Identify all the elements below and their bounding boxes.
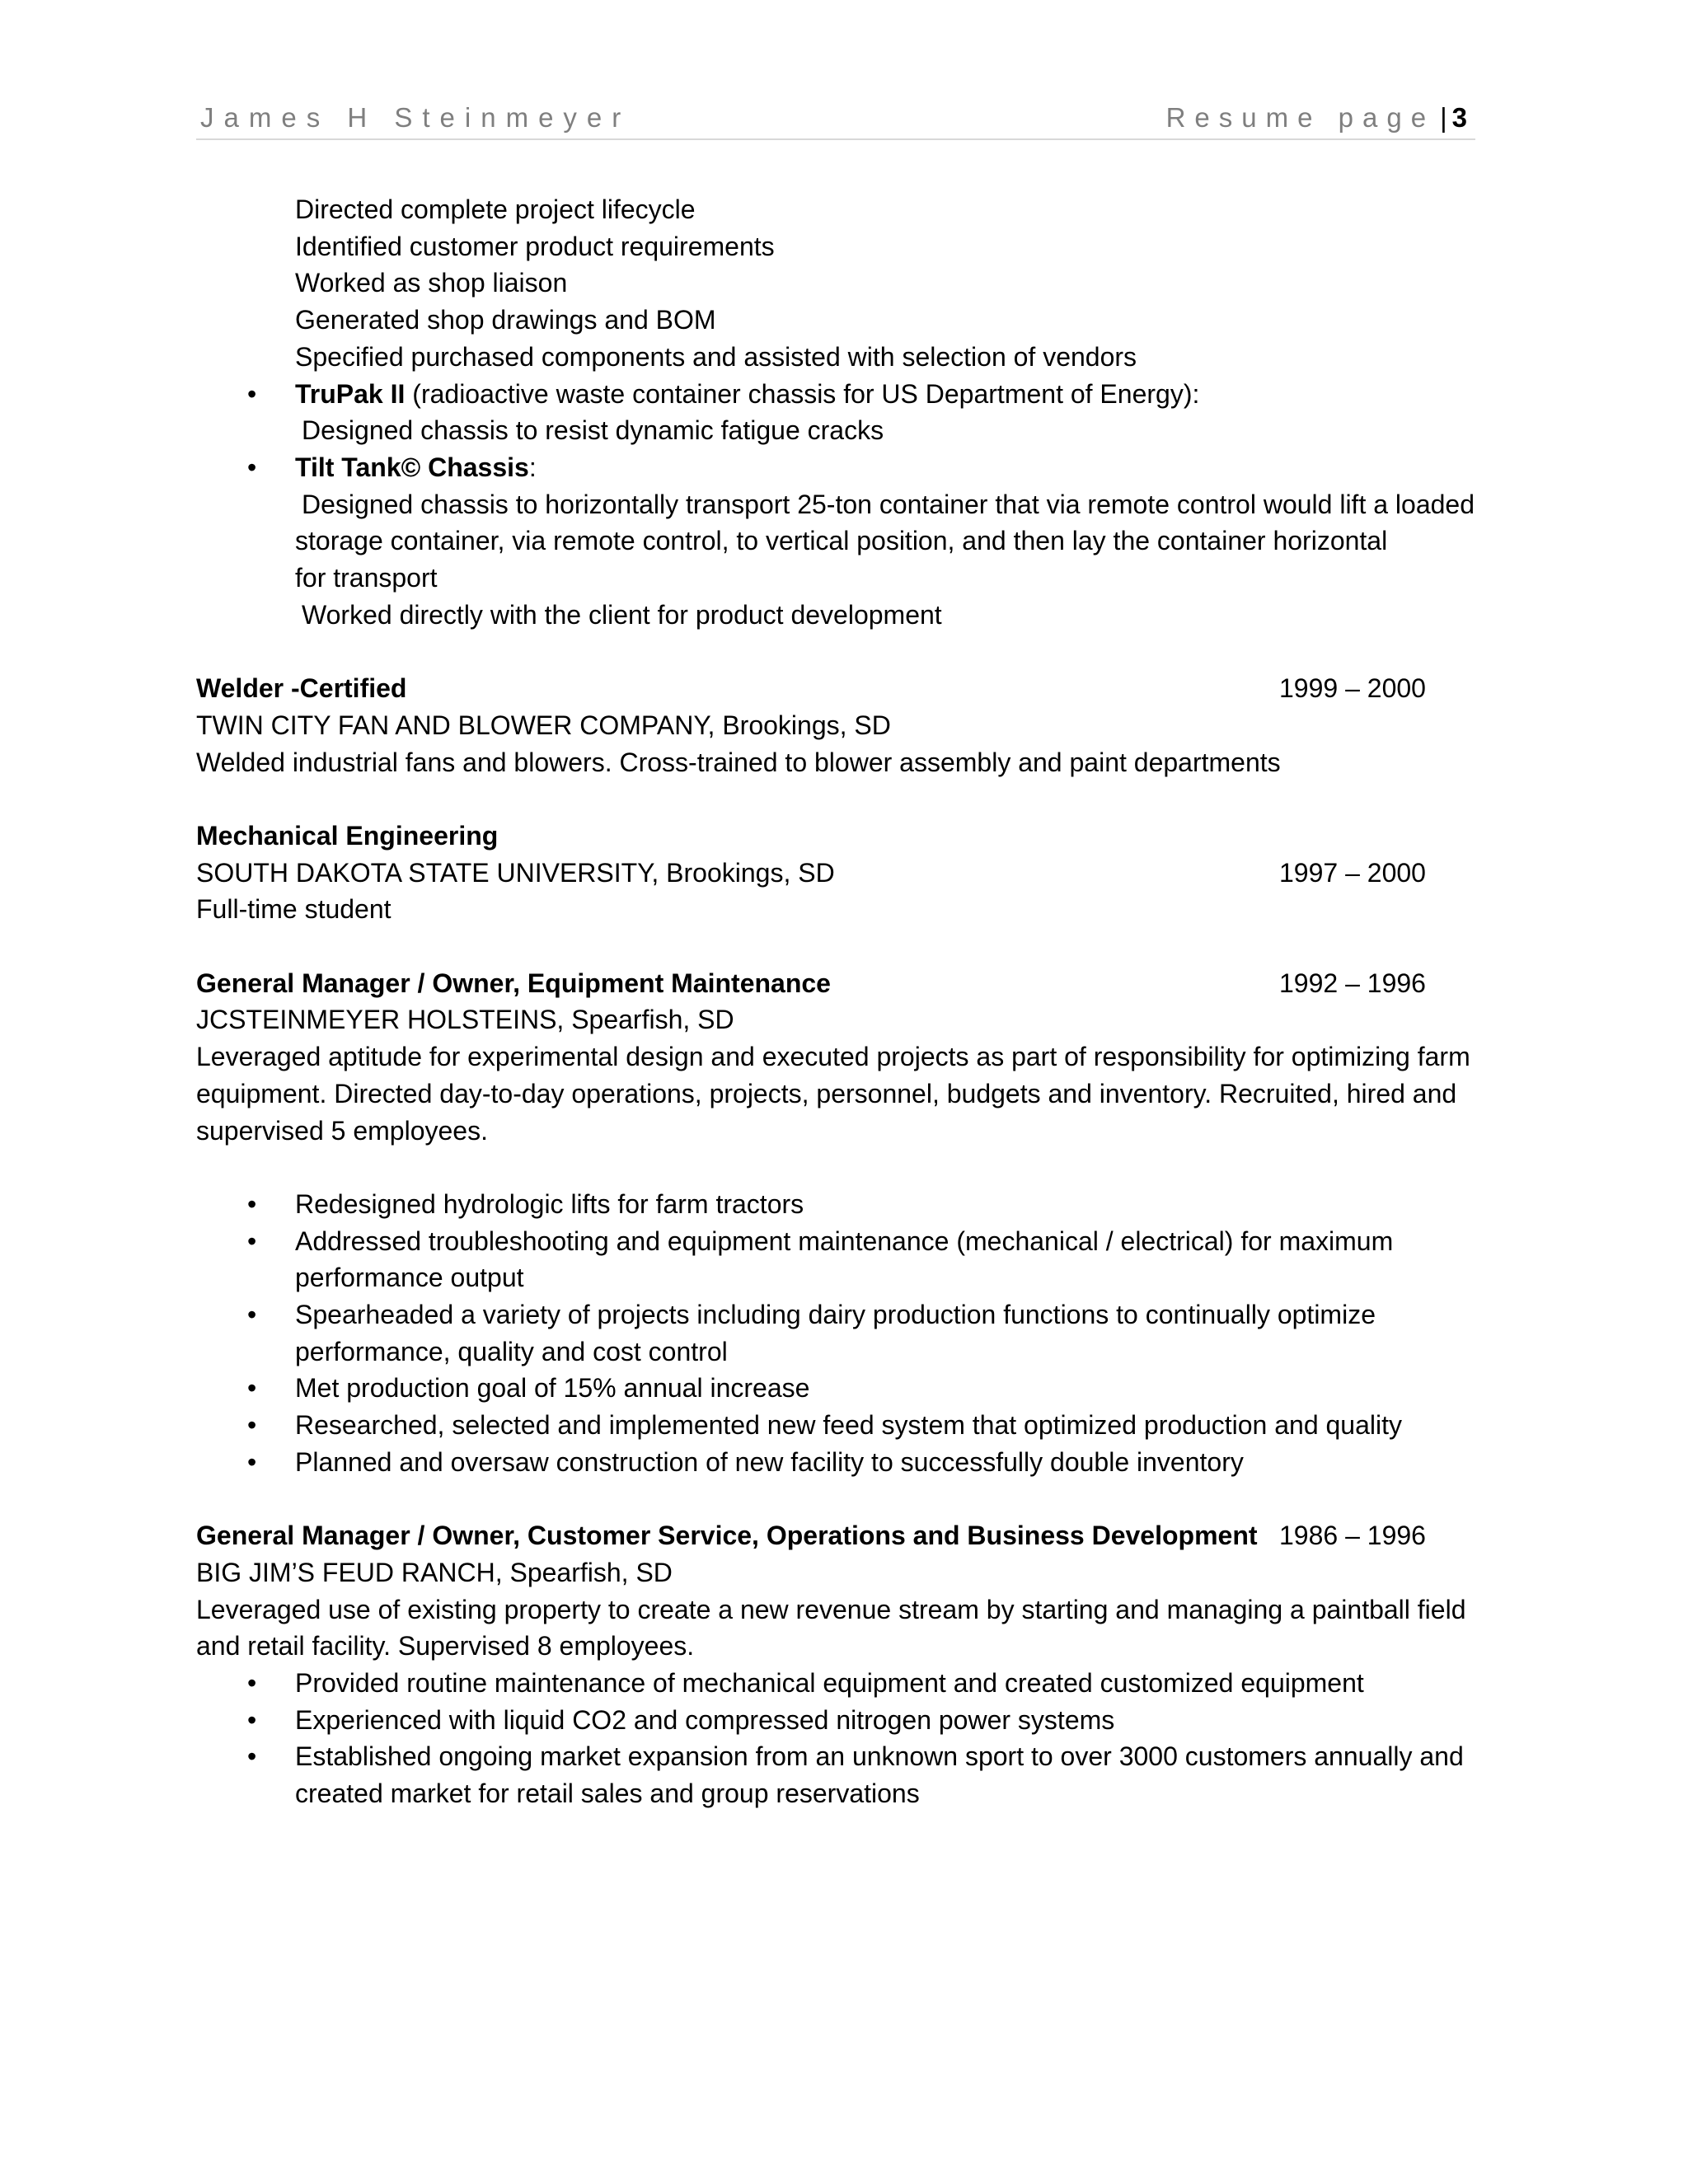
- education-title: Mechanical Engineering: [196, 820, 499, 851]
- list-item: [196, 1444, 1581, 1481]
- job-description: and retail facility. Supervised 8 employees.: [196, 1631, 695, 1661]
- project-list: [196, 376, 1548, 413]
- education-date: 1997 – 2000: [1279, 857, 1426, 888]
- education-heading: [196, 855, 1548, 892]
- project-detail: Designed chassis to horizontally transport 25-ton container that via remote control would lift a loaded: [302, 489, 1475, 519]
- list-item: [196, 1738, 1581, 1811]
- intro-line: Generated shop drawings and BOM: [295, 305, 716, 335]
- list-item-text: Spearheaded a variety of projects including dairy production functions to continually optimize: [295, 1300, 1376, 1330]
- job-description: supervised 5 employees.: [196, 1115, 488, 1146]
- list-item-text: Planned and oversaw construction of new facility to successfully double inventory: [295, 1446, 1244, 1477]
- job-date: 1992 – 1996: [1279, 968, 1426, 998]
- list-item-text: Experienced with liquid CO2 and compressed nitrogen power systems: [295, 1704, 1115, 1735]
- project-detail: Worked directly with the client for product development: [302, 599, 942, 630]
- job-date: 1999 – 2000: [1279, 673, 1426, 704]
- list-item-text: performance, quality and cost control: [295, 1336, 728, 1366]
- list-item-text: performance output: [295, 1263, 524, 1293]
- resume-body: [196, 191, 1548, 1812]
- bullet-icon: •: [247, 452, 257, 482]
- list-item: [196, 1702, 1581, 1739]
- achievement-list: [196, 1186, 1548, 1481]
- intro-line: Specified purchased components and assisted with selection of vendors: [295, 341, 1137, 372]
- project-colon: :: [528, 452, 537, 482]
- job-description: Leveraged use of existing property to create a new revenue stream by starting and managing a paintball field: [196, 1594, 1466, 1624]
- bullet-icon: •: [247, 1226, 257, 1256]
- header-page-label: Resume page: [1165, 102, 1436, 133]
- job-title: General Manager / Owner, Customer Service, Operations and Business Development: [196, 1521, 1258, 1551]
- bullet-icon: •: [247, 1446, 257, 1477]
- job-company: BIG JIM’S FEUD RANCH, Spearfish, SD: [196, 1557, 673, 1587]
- bullet-icon: •: [247, 1300, 257, 1330]
- job-date: 1986 – 1996: [1279, 1521, 1426, 1551]
- achievement-list: [196, 1665, 1548, 1812]
- list-item-text: Established ongoing market expansion from an unknown sport to over 3000 customers annually and: [295, 1741, 1464, 1772]
- project-description: (radioactive waste container chassis for US Department of Energy):: [412, 378, 1200, 409]
- job-company: JCSTEINMEYER HOLSTEINS, Spearfish, SD: [196, 1005, 734, 1035]
- bullet-icon: •: [247, 1373, 257, 1404]
- job-company: TWIN CITY FAN AND BLOWER COMPANY, Brookings, SD: [196, 710, 891, 740]
- job-title: General Manager / Owner, Equipment Maintenance: [196, 968, 831, 998]
- bullet-icon: •: [247, 1704, 257, 1735]
- page-header: [196, 97, 1475, 140]
- project-item-trupak: [196, 376, 1581, 413]
- header-page-number: 3: [1451, 102, 1467, 133]
- list-item: [196, 1223, 1581, 1296]
- project-title: Tilt Tank© Chassis: [295, 452, 529, 482]
- list-item-text: created market for retail sales and group reservations: [295, 1779, 920, 1809]
- list-item: [196, 1296, 1581, 1370]
- job-heading: [196, 1517, 1548, 1554]
- list-item: [196, 1407, 1581, 1444]
- list-item-text: Addressed troubleshooting and equipment maintenance (mechanical / electrical) for maximum: [295, 1226, 1394, 1256]
- list-item-text: Provided routine maintenance of mechanical equipment and created customized equipment: [295, 1668, 1364, 1699]
- job-description: Welded industrial fans and blowers. Cross-trained to blower assembly and paint departments: [196, 747, 1281, 777]
- education-description: Full-time student: [196, 894, 392, 925]
- header-page-indicator: [1166, 102, 1467, 134]
- bullet-icon: •: [247, 1410, 257, 1441]
- list-item-text: Met production goal of 15% annual increase: [295, 1373, 810, 1404]
- list-item-text: Researched, selected and implemented new feed system that optimized production and quality: [295, 1410, 1402, 1441]
- project-list: [196, 449, 1548, 486]
- bullet-icon: •: [247, 1188, 257, 1219]
- bullet-icon: •: [247, 1741, 257, 1772]
- job-heading: [196, 965, 1548, 1002]
- job-description: Leveraged aptitude for experimental design and executed projects as part of responsibility for optimizing farm: [196, 1042, 1470, 1072]
- project-item-tilt-tank: [196, 449, 1581, 486]
- job-heading: [196, 670, 1548, 707]
- list-item: [196, 1370, 1581, 1407]
- job-description: equipment. Directed day-to-day operations, projects, personnel, budgets and inventory. Recruited, hired and: [196, 1078, 1457, 1108]
- bullet-icon: •: [247, 378, 257, 409]
- list-item-text: Redesigned hydrologic lifts for farm tractors: [295, 1188, 804, 1219]
- project-detail: Designed chassis to resist dynamic fatigue cracks: [302, 415, 884, 446]
- bullet-icon: •: [247, 1668, 257, 1699]
- intro-line: Identified customer product requirements: [295, 231, 775, 261]
- project-detail: for transport: [295, 563, 438, 593]
- intro-line: Worked as shop liaison: [295, 268, 568, 298]
- project-detail: storage container, via remote control, to vertical position, and then lay the container horizontal: [295, 526, 1388, 556]
- header-name: James H Steinmeyer: [200, 102, 631, 133]
- intro-line: Directed complete project lifecycle: [295, 194, 696, 224]
- job-title: Welder -Certified: [196, 673, 407, 704]
- list-item: [196, 1186, 1581, 1223]
- education-school: SOUTH DAKOTA STATE UNIVERSITY, Brookings, SD: [196, 857, 835, 888]
- project-title: TruPak II: [295, 378, 406, 409]
- header-separator: |: [1440, 102, 1447, 133]
- list-item: [196, 1665, 1581, 1702]
